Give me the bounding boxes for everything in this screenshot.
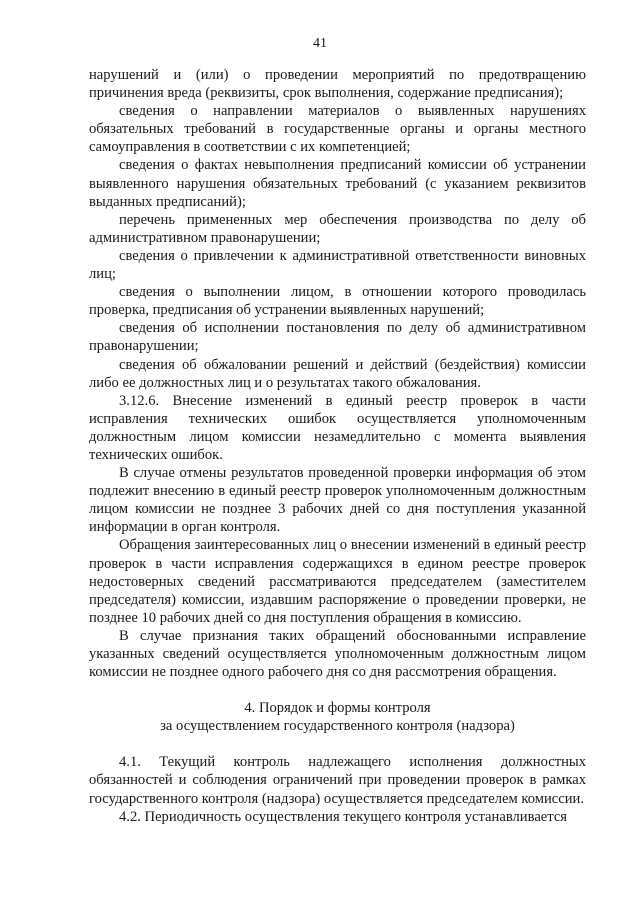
- section-heading: [89, 699, 586, 735]
- page-number: 41: [313, 36, 327, 51]
- paragraphs-bottom: [89, 753, 586, 825]
- paragraph: сведения об исполнении постановления по делу об административном правонарушении;: [89, 320, 586, 355]
- paragraph: сведения о выполнении лицом, в отношении которого проводилась проверка, предписания об устранении выявленных нарушений;: [89, 284, 586, 319]
- section-heading-line-1: 4. Порядок и формы контроля: [244, 700, 431, 717]
- paragraphs-top: [89, 66, 586, 681]
- paragraph: 3.12.6. Внесение изменений в единый реестр проверок в части исправления технических ошибок осуществляется уполномоченным должностным лицом комиссии незамедлительно с момента выявления технических ошибок.: [89, 392, 586, 463]
- paragraph: В случае отмены результатов проведенной проверки информация об этом подлежит внесению в единый реестр проверок уполномоченным должностным лицом комиссии не позднее 3 рабочих дней со дня поступления указанной информации в орган контроля.: [89, 465, 586, 536]
- paragraph: нарушений и (или) о проведении мероприятий по предотвращению причинения вреда (реквизиты, срок выполнения, содержание предписания);: [89, 67, 586, 102]
- paragraph: В случае признания таких обращений обоснованными исправление указанных сведений осуществляется уполномоченным должностным лицом комиссии не позднее одного рабочего дня со дня рассмотрения обращения.: [89, 627, 586, 681]
- paragraph: сведения о направлении материалов о выявленных нарушениях обязательных требований в государственные органы и органы местного самоуправления в соответствии с их компетенцией;: [89, 103, 586, 156]
- paragraph: перечень примененных мер обеспечения производства по делу об административном правонарушении;: [89, 211, 586, 246]
- paragraph: сведения о фактах невыполнения предписаний комиссии об устранении выявленного нарушения обязательных требований (с указанием реквизитов выданных предписаний);: [89, 157, 586, 210]
- paragraph: сведения о привлечении к административной ответственности виновных лиц;: [89, 247, 586, 283]
- section-heading-line-2: за осуществлением государственного контроля (надзора): [160, 718, 515, 735]
- paragraph: 4.1. Текущий контроль надлежащего исполнения должностных обязанностей и соблюдения ограничений при проведении проверок в рамках государственного контроля (надзора) осуществляется председателем комиссии.: [89, 754, 586, 807]
- paragraph: Обращения заинтересованных лиц о внесении изменений в единый реестр проверок в части исправления содержащихся в едином реестре проверок недостоверных сведений рассматриваются председателем (заместителем председателя) комиссии, издавшим распоряжение о проведении проверки, не позднее 10 рабочих дней со дня поступления обращения в комиссию.: [89, 537, 586, 626]
- paragraph: 4.2. Периодичность осуществления текущего контроля устанавливается: [119, 808, 568, 825]
- document-body: [89, 66, 586, 826]
- paragraph: сведения об обжаловании решений и действий (бездействия) комиссии либо ее должностных лиц и о результатах такого обжалования.: [89, 356, 586, 391]
